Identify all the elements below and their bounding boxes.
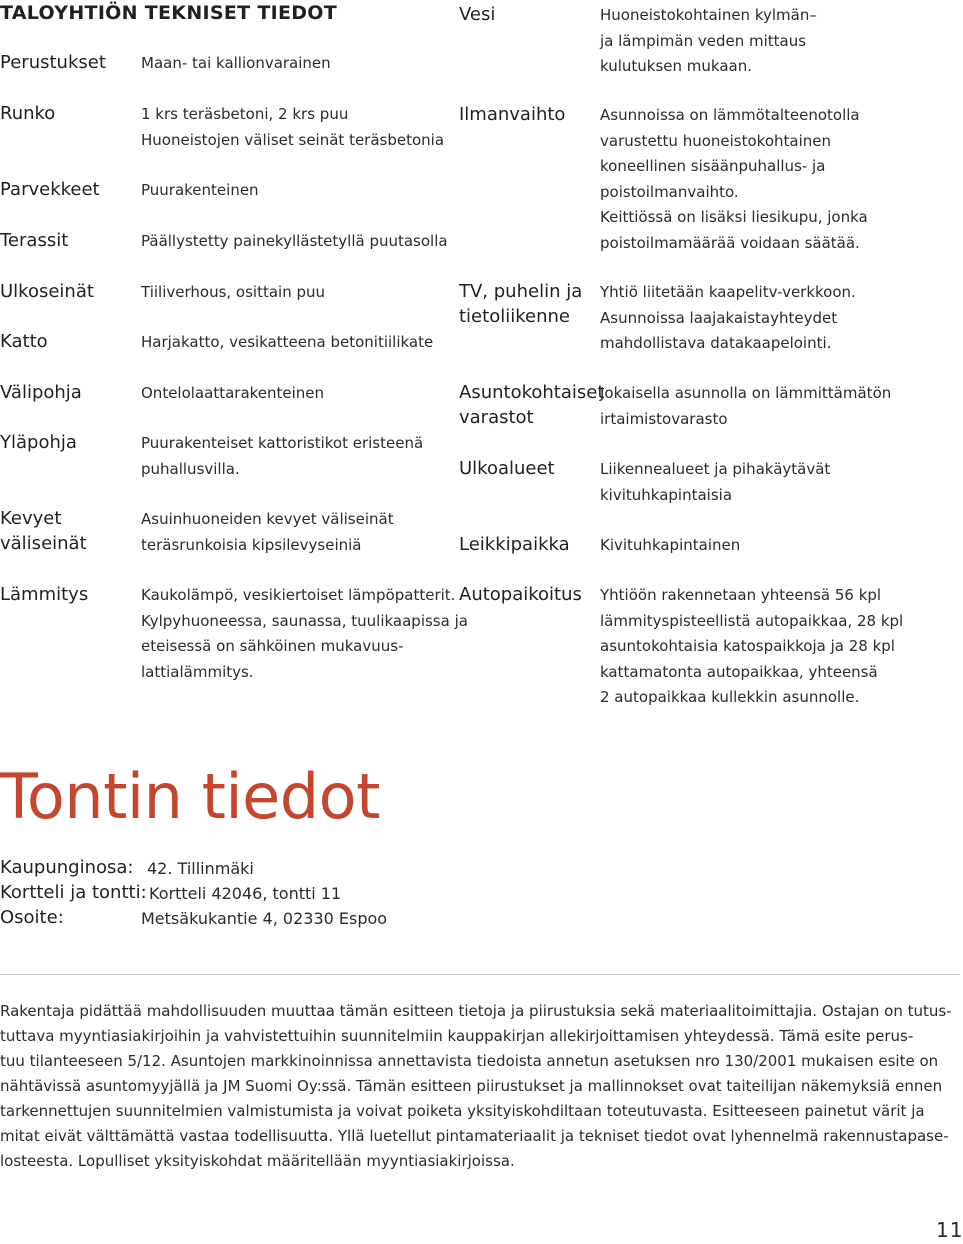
label-kaupunginosa: Kaupunginosa: bbox=[0, 857, 134, 878]
value-ylapohja: Puurakenteiset kattoristikot eristeenä puhallusvilla. bbox=[141, 434, 424, 478]
value-kortteli-ja-tontti: Kortteli 42046, tontti 11 bbox=[149, 884, 342, 903]
value-parvekkeet: Puurakenteinen bbox=[141, 181, 259, 199]
value-osoite: Metsäkukantie 4, 02330 Espoo bbox=[141, 909, 388, 928]
label-kortteli-ja-tontti: Kortteli ja tontti: bbox=[0, 882, 147, 903]
label-tv-puhelin-tietoliikenne: TV, puhelin ja tietoliikenne bbox=[459, 281, 583, 327]
value-autopaikoitus: Yhtiöön rakennetaan yhteensä 56 kpl lämmityspisteellistä autopaikkaa, 28 kpl asuntokohtaisia katospaikkoja ja 28 kpl kattamatonta autopaikkaa, yhteensä 2 autopaikkaa kullekkin asunnolle. bbox=[600, 586, 904, 706]
value-ulkoseinat: Tiiliverhous, osittain puu bbox=[141, 283, 326, 301]
value-kevyet-valiseinat: Asuinhuoneiden kevyet väliseinät teräsrunkoisia kipsilevyseiniä bbox=[141, 510, 394, 554]
value-asuntokohtaiset-varastot: Jokaisella asunnolla on lämmittämätön irtaimistovarasto bbox=[600, 384, 892, 428]
label-ylapohja: Yläpohja bbox=[0, 432, 77, 453]
value-ulkoalueet: Liikennealueet ja pihakäytävät kivituhkapintaisia bbox=[600, 460, 831, 504]
page-title: TALOYHTIÖN TEKNISET TIEDOT bbox=[0, 2, 338, 24]
label-osoite: Osoite: bbox=[0, 907, 64, 928]
value-katto: Harjakatto, vesikatteena betonitiilikate bbox=[141, 333, 434, 351]
value-vesi: Huoneistokohtainen kylmän– ja lämpimän veden mittaus kulutuksen mukaan. bbox=[600, 6, 817, 75]
value-leikkipaikka: Kivituhkapintainen bbox=[600, 536, 741, 554]
label-terassit: Terassit bbox=[0, 230, 69, 251]
value-ilmanvaihto: Asunnoissa on lämmötalteenotolla varustettu huoneistokohtainen koneellinen sisäänpuhallus- ja poistoilmanvaihto. Keittiössä on lisäksi liesikupu, jonka poistoilmamäärää voidaan säätää. bbox=[600, 106, 868, 252]
label-vesi: Vesi bbox=[459, 4, 496, 25]
value-runko: 1 krs teräsbetoni, 2 krs puu Huoneistojen väliset seinät teräsbetonia bbox=[141, 105, 445, 149]
disclaimer-text: Rakentaja pidättää mahdollisuuden muuttaa tämän esitteen tietoja ja piirustuksia sekä materiaalitoimittajia. Ostajan on tutus- tuttava myyntiasiakirjoihin ja vahvistettuihin suunnitelmiin kauppakirjan allekirjoittamisen yhteydessä. Tämä esite perus- tuu tilanteeseen 5/12. Asuntojen markkinoinnissa annettavista tiedoista annetun asetuksen nro 130/2001 mukaisen esite on nähtävissä asuntomyyjällä ja JM Suomi Oy:ssä. Tämän esitteen piirustukset ja mallinnokset ovat taiteilijan näkemyksiä ennen tarkennettujen suunnitelmien valmistumista ja voivat poiketa yksityiskohdiltaan toteutuvasta. Esitteeseen painetut värit ja mitat eivät välttämättä vastaa todellisuutta. Yllä luetellut pintamateriaalit ja tekniset tiedot ovat lyhennelmä rakennustapase- losteesta. Lopulliset yksityiskohdat määritellään myyntiasiakirjoissa. bbox=[0, 1002, 952, 1170]
label-parvekkeet: Parvekkeet bbox=[0, 179, 100, 200]
value-tv-puhelin-tietoliikenne: Yhtiö liitetään kaapelitv-verkkoon. Asunnoissa laajakaistayhteydet mahdollistava datakaapelointi. bbox=[600, 283, 856, 352]
label-perustukset: Perustukset bbox=[0, 52, 106, 73]
label-leikkipaikka: Leikkipaikka bbox=[459, 534, 570, 555]
label-katto: Katto bbox=[0, 331, 48, 352]
label-autopaikoitus: Autopaikoitus bbox=[459, 584, 582, 605]
label-asuntokohtaiset-varastot: Asuntokohtaiset varastot bbox=[459, 382, 605, 428]
label-kevyet-valiseinat: Kevyet väliseinät bbox=[0, 508, 87, 554]
label-valipohja: Välipohja bbox=[0, 382, 82, 403]
value-valipohja: Ontelolaattarakenteinen bbox=[141, 384, 325, 402]
page-number: 11 bbox=[936, 1218, 963, 1242]
value-terassit: Päällystetty painekyllästetyllä puutasolla bbox=[141, 232, 448, 250]
value-perustukset: Maan- tai kallionvarainen bbox=[141, 54, 331, 72]
label-ulkoseinat: Ulkoseinät bbox=[0, 281, 94, 302]
divider bbox=[0, 974, 960, 975]
value-lammitys: Kaukolämpö, vesikiertoiset lämpöpatterit. Kylpyhuoneessa, saunassa, tuulikaapissa ja eteisessä on sähköinen mukavuus- lattialämmitys. bbox=[141, 586, 468, 681]
value-kaupunginosa: 42. Tillinmäki bbox=[147, 859, 254, 878]
label-ulkoalueet: Ulkoalueet bbox=[459, 458, 555, 479]
label-runko: Runko bbox=[0, 103, 56, 124]
label-ilmanvaihto: Ilmanvaihto bbox=[459, 104, 566, 125]
label-lammitys: Lämmitys bbox=[0, 584, 89, 605]
section-title-tontin-tiedot: Tontin tiedot bbox=[0, 760, 380, 833]
